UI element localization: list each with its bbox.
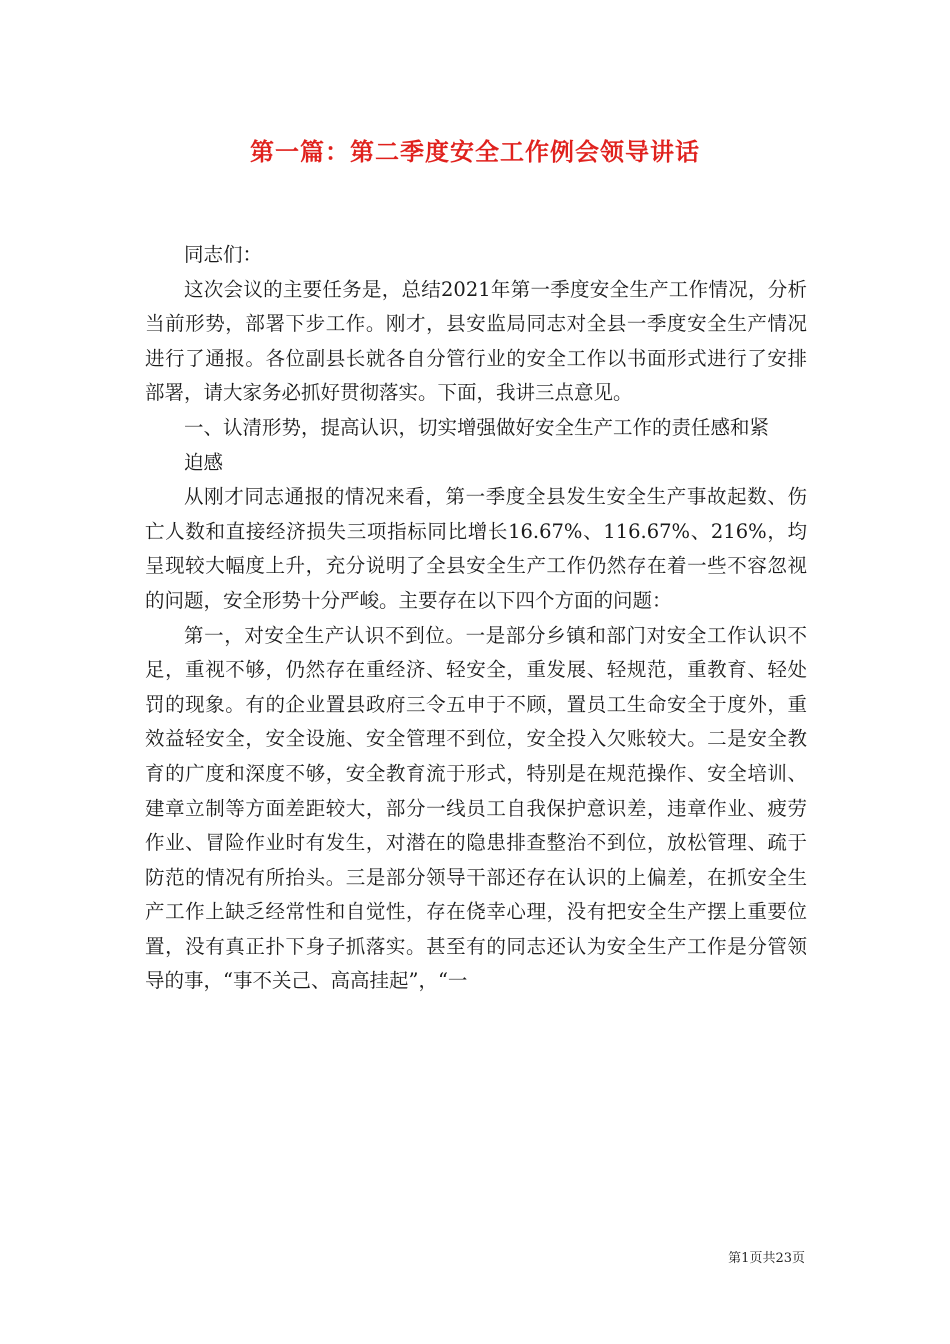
document-title: 第一篇：第二季度安全工作例会领导讲话 [250,138,700,166]
section-heading-1: 一、认清形势，提高认识，切实增强做好安全生产工作的责任感和紧 [184,415,770,439]
document-body [145,238,807,999]
paragraph-situation: 从刚才同志通报的情况来看，第一季度全县发生安全生产事故起数、伤亡人数和直接经济损失三项指标同比增长16.67%、116.67%、216%，均呈现较大幅度上升，充分说明了全县安全生产工作仍然存在着一些不容忽视的问题，安全形势十分严峻。主要存在以下四个方面的问题： [145,485,807,612]
page-number: 第1页共23页 [728,1251,805,1266]
section-heading-1-continued: 迫感 [184,450,224,474]
paragraph-problem-1: 第一，对安全生产认识不到位。一是部分乡镇和部门对安全工作认识不足，重视不够，仍然存在重经济、轻安全，重发展、轻规范，重教育、轻处罚的现象。有的企业置县政府三令五申于不顾，置员工生命安全于度外，重效益轻安全，安全设施、安全管理不到位，安全投入欠账较大。二是安全教育的广度和深度不够，安全教育流于形式，特别是在规范操作、安全培训、建章立制等方面差距较大，部分一线员工自我保护意识差，违章作业、疲劳作业、冒险作业时有发生，对潜在的隐患排查整治不到位，放松管理、疏于防范的情况有所抬头。三是部分领导干部还存在认识的上偏差，在抓安全生产工作上缺乏经常性和自觉性，存在侥幸心理，没有把安全生产摆上重要位置，没有真正扑下身子抓落实。甚至有的同志还认为安全生产工作是分管领导的事，“事不关己、高高挂起”，“一 [145,623,807,993]
paragraph-intro: 这次会议的主要任务是，总结2021年第一季度安全生产工作情况，分析当前形势，部署下步工作。刚才，县安监局同志对全县一季度安全生产情况进行了通报。各位副县长就各自分管行业的安全工作以书面形式进行了安排部署，请大家务必抓好贯彻落实。下面，我讲三点意见。 [145,277,807,405]
salutation: 同志们： [184,243,263,266]
